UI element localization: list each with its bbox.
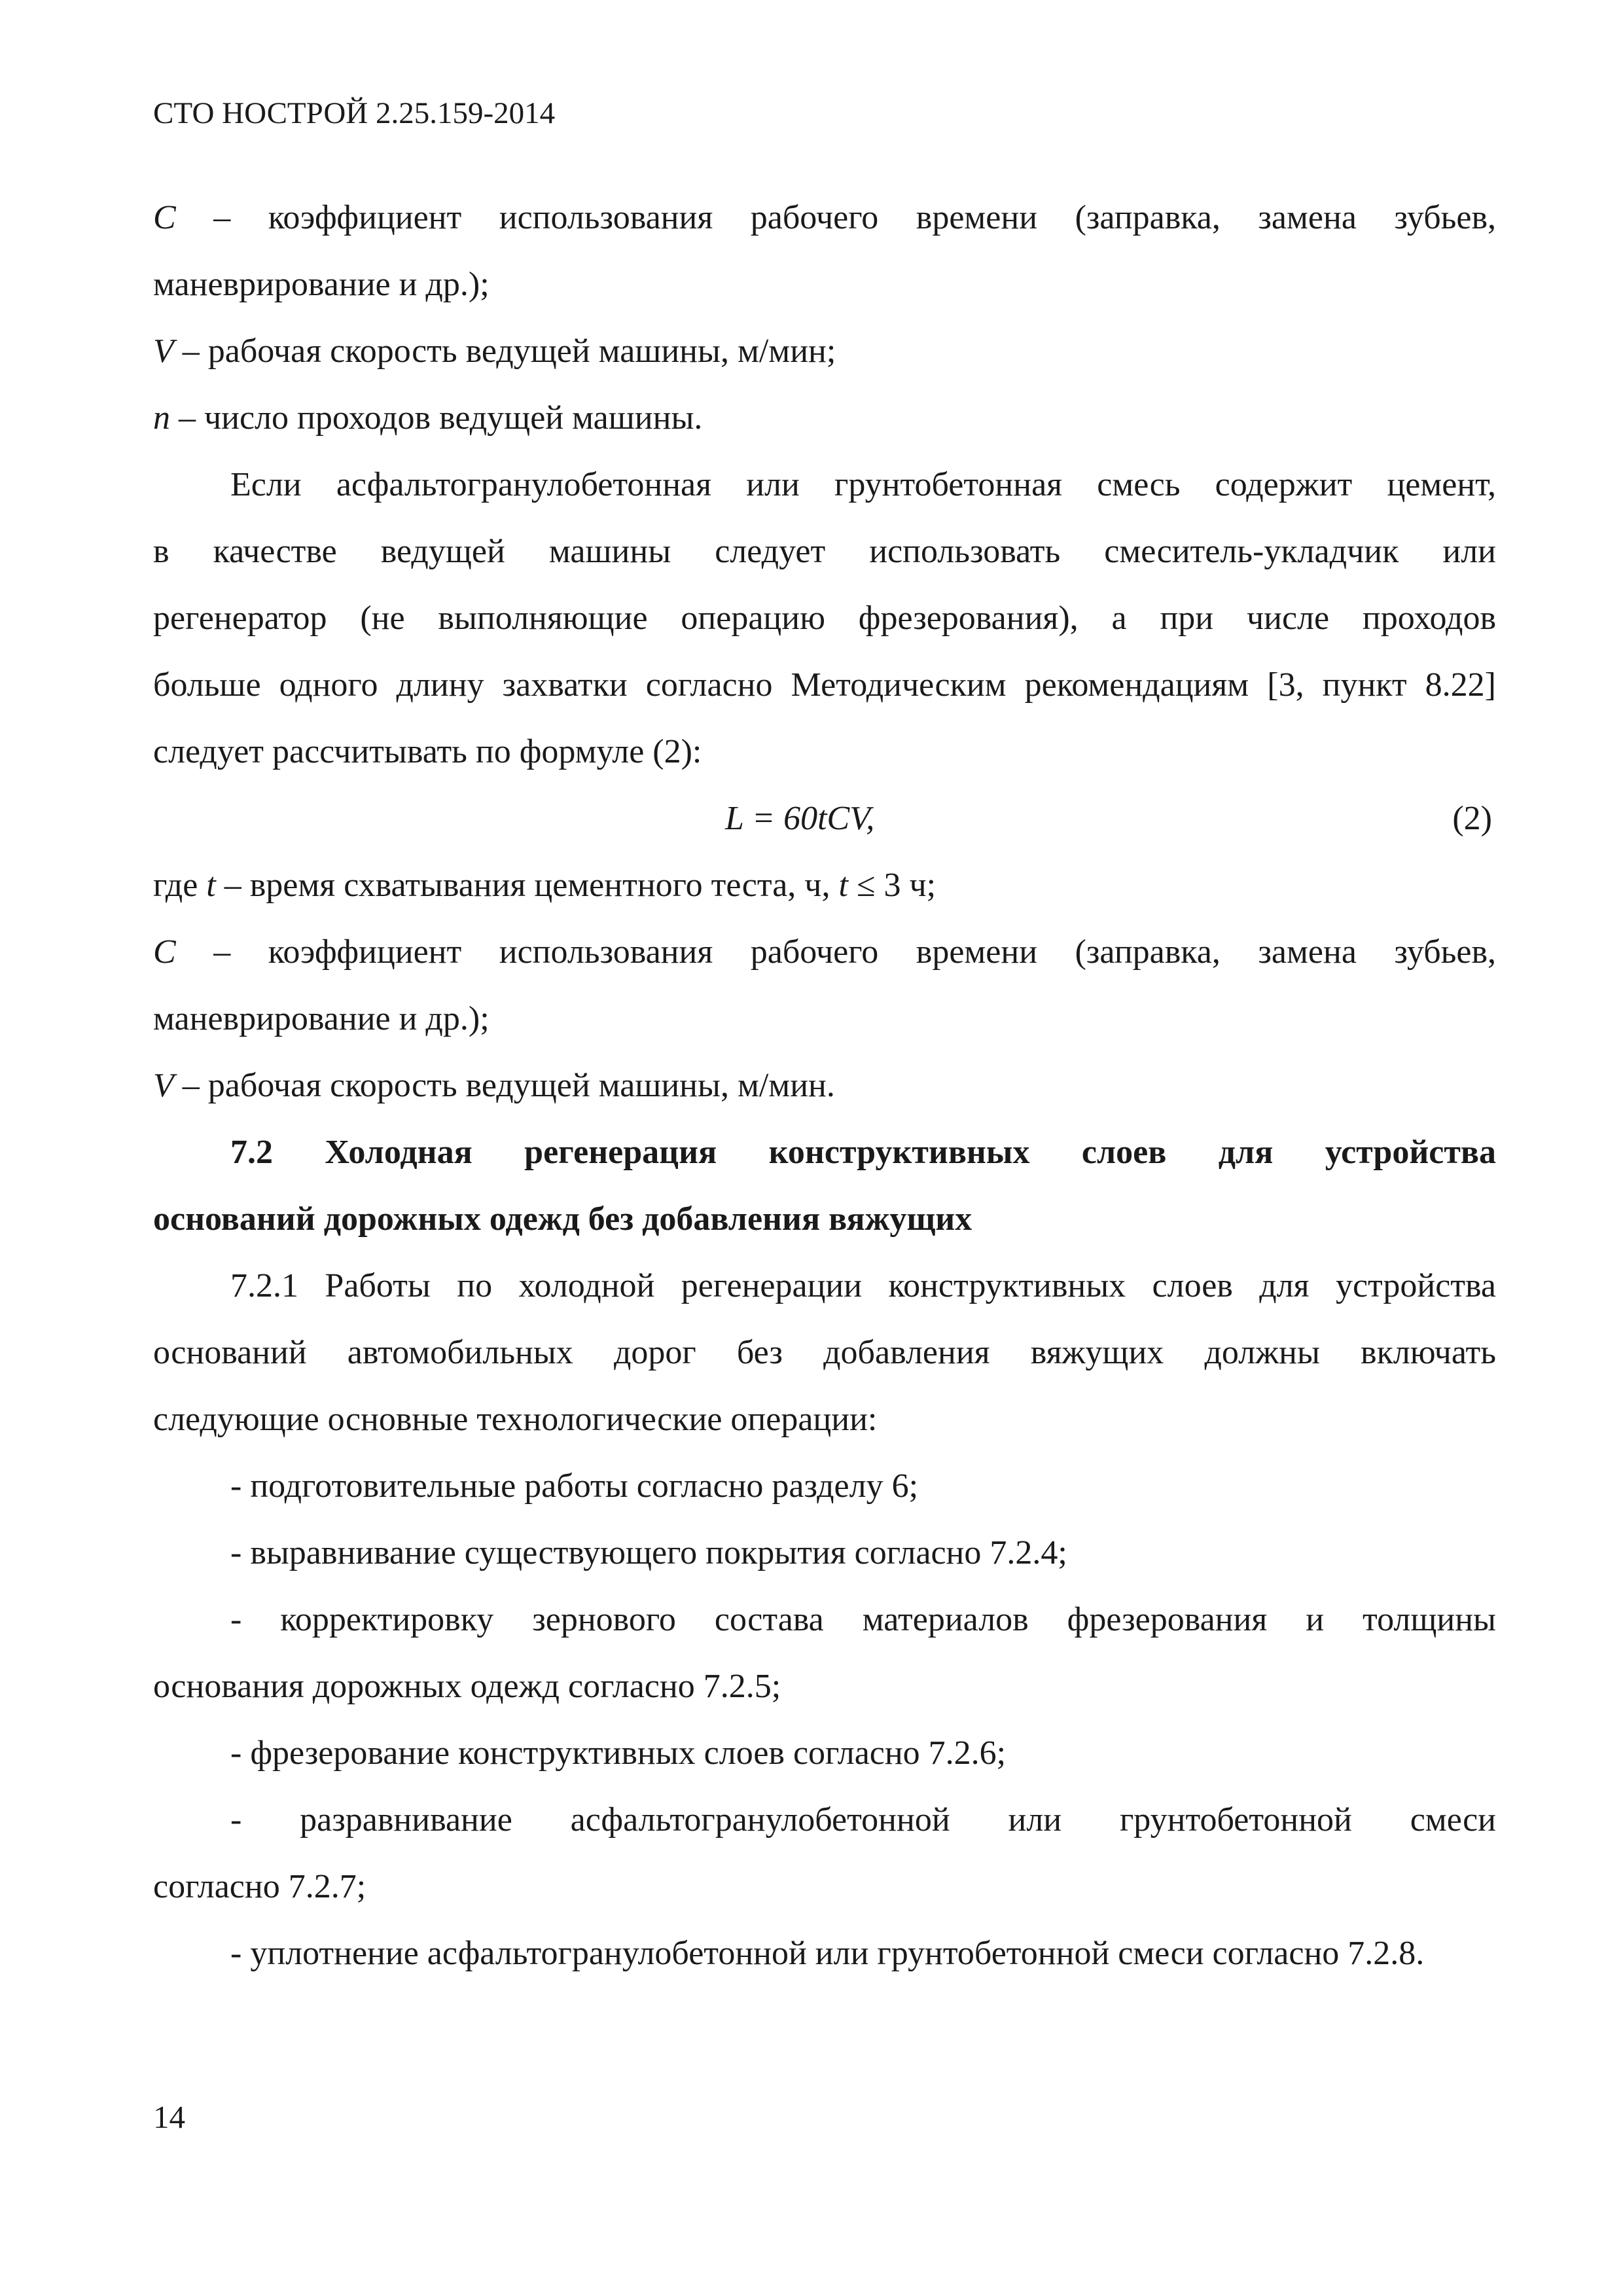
list-item: - разравнивание асфальтогранулобетонной или грунтобетонной смеси (230, 1801, 1496, 1839)
definition-text: – рабочая скорость ведущей машины, м/мин. (173, 1067, 835, 1104)
paragraph-line: в качестве ведущей машины следует использовать смеситель-укладчик или (153, 533, 1496, 570)
paragraph-line: больше одного длину захватки согласно Методическим рекомендациям [3, пункт 8.22] (153, 666, 1496, 704)
variable-c-continuation: маневрирование и др.); (153, 266, 490, 303)
section-heading-continuation: оснований дорожных одежд без добавления вяжущих (153, 1200, 972, 1238)
variable-t-definition (153, 852, 1496, 919)
symbol-v: V (153, 1067, 174, 1104)
variable-c-continuation: маневрирование и др.); (153, 1000, 490, 1037)
definition-text: – рабочая скорость ведущей машины, м/мин; (173, 332, 836, 370)
formula-number: (2) (1452, 800, 1492, 837)
variable-v-definition (153, 318, 1496, 385)
paragraph-line: следует рассчитывать по формуле (2): (153, 733, 702, 770)
symbol-v: V (153, 332, 174, 370)
formula-expression: L = 60tCV, (725, 800, 875, 837)
variable-c-definition (153, 185, 1496, 251)
paragraph-line: 7.2.1 Работы по холодной регенерации конструктивных слоев для устройства (230, 1267, 1496, 1304)
paragraph-line: регенератор (не выполняющие операцию фрезерования), а при числе проходов (153, 600, 1496, 637)
document-header: СТО НОСТРОЙ 2.25.159-2014 (153, 96, 556, 130)
symbol-c: C (153, 933, 176, 971)
list-item: - выравнивание существующего покрытия согласно 7.2.4; (230, 1534, 1067, 1571)
page-number: 14 (153, 2099, 185, 2135)
symbol-n: n (153, 399, 170, 437)
variable-n-definition (153, 385, 1496, 452)
list-item-continuation: основания дорожных одежд согласно 7.2.5; (153, 1668, 781, 1705)
definition-text: – коэффициент использования рабочего времени (заправка, замена зубьев, (175, 199, 1496, 236)
list-item-continuation: согласно 7.2.7; (153, 1868, 366, 1905)
definition-text: ≤ 3 ч; (847, 867, 936, 904)
paragraph-line: оснований автомобильных дорог без добавления вяжущих должны включать (153, 1334, 1496, 1371)
list-item: - корректировку зернового состава материалов фрезерования и толщины (230, 1601, 1496, 1638)
list-item: - фрезерование конструктивных слоев согласно 7.2.6; (230, 1734, 1007, 1772)
paragraph-line: следующие основные технологические операции: (153, 1401, 878, 1438)
where-prefix: где (153, 867, 207, 904)
page-body (153, 185, 1496, 1987)
paragraph-line: Если асфальтогранулобетонная или грунтобетонная смесь содержит цемент, (230, 466, 1496, 503)
definition-text: – коэффициент использования рабочего времени (заправка, замена зубьев, (175, 933, 1496, 971)
definition-text: – время схватывания цементного теста, ч, (215, 867, 839, 904)
symbol-t: t (838, 867, 848, 904)
variable-c-definition (153, 919, 1496, 986)
definition-text: – число проходов ведущей машины. (170, 399, 703, 437)
formula-row (153, 785, 1496, 852)
list-item: - подготовительные работы согласно разделу 6; (230, 1467, 919, 1505)
list-item: - уплотнение асфальтогранулобетонной или грунтобетонной смеси согласно 7.2.8. (230, 1935, 1425, 1972)
variable-v-definition (153, 1052, 1496, 1119)
symbol-t: t (206, 867, 216, 904)
symbol-c: C (153, 199, 176, 236)
section-heading: 7.2 Холодная регенерация конструктивных слоев для устройства (230, 1134, 1496, 1171)
